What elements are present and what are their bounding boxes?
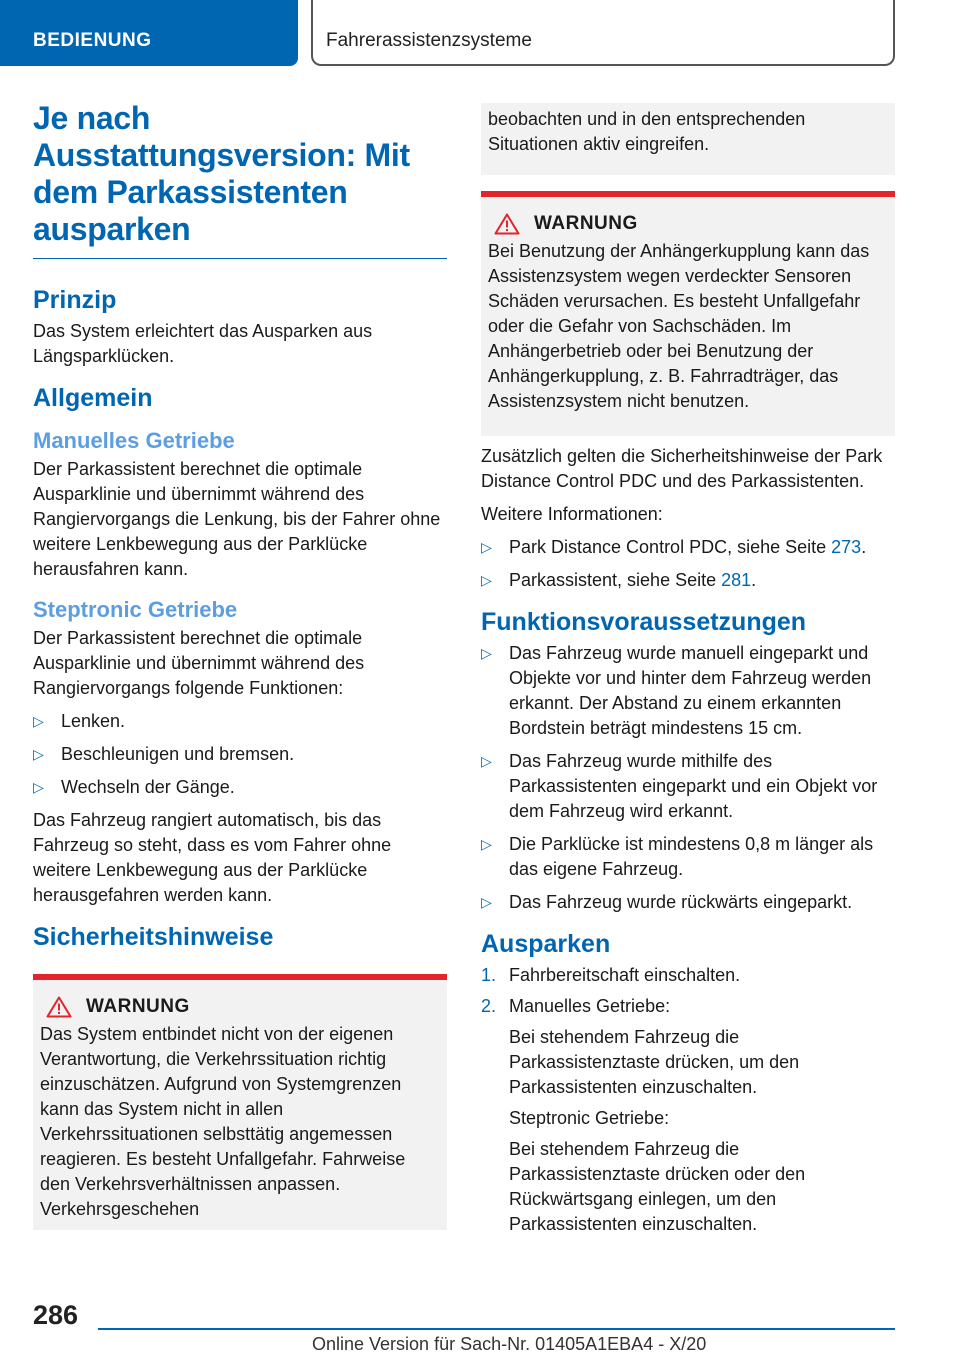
section-label: BEDIENUNG <box>33 30 152 51</box>
left-column <box>33 100 447 1230</box>
list-item: ▷ Das Fahrzeug wurde rückwärts eingeparkt. <box>481 890 895 915</box>
footer-divider <box>98 1328 895 1330</box>
list-item: ▷ Das Fahrzeug wurde mithilfe des Parkassistenten eingeparkt und ein Objekt vor dem Fahrzeug wird erkannt. <box>481 751 878 821</box>
page-link-281[interactable]: 281 <box>721 570 752 590</box>
triangle-bullet-icon: ▷ <box>481 539 492 555</box>
prinzip-text: Das System erleichtert das Ausparken aus Längsparklücken. <box>33 321 373 366</box>
list-item: ▷ Wechseln der Gänge. <box>33 775 447 800</box>
steptronic-list <box>33 709 447 800</box>
reference-list <box>481 535 895 593</box>
list-item: ▷ Das Fahrzeug wurde manuell eingeparkt und Objekte vor und hinter dem Fahrzeug werden erkannt. Der Abstand zu einem erkannten Bordstein beträgt mindestens 15 cm. <box>481 643 872 738</box>
triangle-bullet-icon: ▷ <box>481 894 492 910</box>
warning-text: Das System entbindet nicht von der eigenen Verantwortung, die Verkehrssituation richtig einzuschätzen. Aufgrund von Systemgrenzen kann das System nicht in allen Verkehrssituationen selbsttätig angemessen reagieren. Es besteht Unfallgefahr. Fahrweise den Verkehrsverhältnissen anpassen. Verkehrsgeschehen <box>40 1024 406 1219</box>
chapter-tab <box>311 0 895 66</box>
page-header <box>0 0 960 66</box>
warning-text-continued: beobachten und in den entsprechenden Situationen aktiv eingreifen. <box>488 109 806 154</box>
triangle-bullet-icon: ▷ <box>33 746 44 762</box>
requirements-list <box>481 641 895 915</box>
warning-text: Bei Benutzung der Anhängerkupplung kann das Assistenzsystem wegen verdeckter Sensoren Schäden verursachen. Es besteht Unfallgefahr oder die Gefahr von Sachschäden. Im Anhängerbetrieb oder bei Benutzung der Anhängerkupplung, z. B. Fahrradträger, das Assistenzsystem nicht benutzen. <box>488 241 870 411</box>
triangle-bullet-icon: ▷ <box>481 753 492 769</box>
steptronic-after-text: Das Fahrzeug rangiert automatisch, bis das Fahrzeug so steht, dass es vom Fahrer ohne weitere Lenkbewegung aus der Parklücke herausgefahren werden kann. <box>33 810 392 905</box>
warning-label: WARNUNG <box>86 996 190 1017</box>
step-item: 1. Fahrbereitschaft einschalten. <box>481 963 895 988</box>
heading-ausparken: Ausparken <box>481 930 611 958</box>
manuell-text: Der Parkassistent berechnet die optimale Ausparklinie und übernimmt während des Rangiervorgangs die Lenkung, bis der Fahrer ohne weitere Lenkbewegung aus der Parklücke herausfahren kann. <box>33 459 441 579</box>
warning-box <box>33 974 447 1230</box>
weitere-informationen: Weitere Informationen: <box>481 504 663 524</box>
warning-triangle-icon <box>494 213 520 235</box>
heading-allgemein: Allgemein <box>33 384 153 412</box>
chapter-label: Fahrerassistenzsysteme <box>326 30 532 51</box>
online-version-text: Online Version für Sach-Nr. 01405A1EBA4 - X/20 <box>312 1334 707 1354</box>
list-item: ▷ Parkassistent, siehe Seite 281. <box>481 568 895 593</box>
heading-manuelles-getriebe: Manuelles Getriebe <box>33 428 235 453</box>
list-item: ▷ Lenken. <box>33 709 447 734</box>
warning-triangle-icon <box>46 996 72 1018</box>
right-column <box>481 103 895 1243</box>
triangle-bullet-icon: ▷ <box>481 836 492 852</box>
section-tab <box>0 0 298 66</box>
page-link-273[interactable]: 273 <box>831 537 862 557</box>
heading-funktionsvoraussetzungen: Funktionsvoraussetzungen <box>481 608 807 636</box>
warning-header <box>46 996 439 1018</box>
triangle-bullet-icon: ▷ <box>481 645 492 661</box>
page-title: Je nach Ausstattungsversion: Mit dem Parkassistenten ausparken <box>33 100 447 259</box>
heading-steptronic-getriebe: Steptronic Getriebe <box>33 597 238 622</box>
steptronic-text: Der Parkassistent berechnet die optimale Ausparklinie und übernimmt während des Rangiervorgangs folgende Funktionen: <box>33 628 365 698</box>
triangle-bullet-icon: ▷ <box>33 779 44 795</box>
page-number: 286 <box>33 1300 79 1330</box>
heading-sicherheitshinweise: Sicherheitshinweise <box>33 923 274 951</box>
step-item: 2. Manuelles Getriebe: Bei stehendem Fahrzeug die Parkassistenztaste drücken, um den Parkassistenten einzuschalten. Steptronic Getriebe: Bei stehendem Fahrzeug die Parkassistenztaste drücken oder den Rückwärtsgang einlegen, um den Parkassistenten einzuschalten. <box>481 996 806 1234</box>
warning-box-2 <box>481 191 895 436</box>
warning-label: WARNUNG <box>534 213 638 234</box>
step-number: 1. <box>481 965 497 985</box>
warning-box-continued <box>481 103 895 175</box>
zusatz-text: Zusätzlich gelten die Sicherheitshinweise der Park Distance Control PDC und des Parkassistenten. <box>481 446 883 491</box>
list-item: ▷ Die Parklücke ist mindestens 0,8 m länger als das eigene Fahrzeug. <box>481 834 874 879</box>
list-item: ▷ Park Distance Control PDC, siehe Seite 273. <box>481 535 895 560</box>
warning-header <box>494 213 887 235</box>
triangle-bullet-icon: ▷ <box>33 713 44 729</box>
heading-prinzip: Prinzip <box>33 286 117 314</box>
step-number: 2. <box>481 996 497 1016</box>
list-item: ▷ Beschleunigen und bremsen. <box>33 742 447 767</box>
ausparken-steps <box>481 963 895 1237</box>
triangle-bullet-icon: ▷ <box>481 572 492 588</box>
